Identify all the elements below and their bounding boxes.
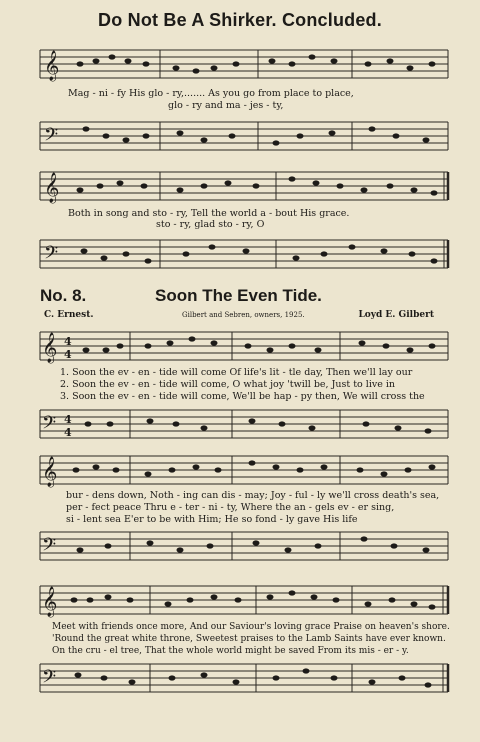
svg-text:𝄢: 𝄢 bbox=[42, 667, 57, 692]
continued-song-title: Do Not Be A Shirker. Concluded. bbox=[98, 10, 382, 30]
verse-3-line-1: 3. Soon the ev - en - tide will come, We'll be hap - py then, We will cross the bbox=[60, 391, 425, 402]
staff-system-1-treble bbox=[0, 44, 480, 84]
verse-2-line-1: 2. Soon the ev - en - tide will come, O what joy 'twill be, Just to live in bbox=[60, 379, 396, 390]
song8-system-3-bass bbox=[0, 658, 480, 698]
lyricist: C. Ernest. bbox=[44, 310, 94, 320]
conclusion-lyric-line-2a: Both in song and sto - ry, Tell the world a - bout His grace. bbox=[68, 208, 350, 219]
song-title: Soon The Even Tide. bbox=[155, 286, 322, 305]
conclusion-lyric-line-1a: Mag - ni - fy His glo - ry,....... As you go from place to place, bbox=[68, 88, 354, 99]
svg-text:𝄞: 𝄞 bbox=[44, 173, 60, 203]
song8-system-2-bass bbox=[0, 526, 480, 566]
song-credits bbox=[44, 310, 434, 324]
staff-system-2-treble bbox=[0, 166, 480, 206]
song8-system-1-bass bbox=[0, 404, 480, 444]
song8-system-1-treble bbox=[0, 326, 480, 366]
svg-text:𝄢: 𝄢 bbox=[44, 125, 59, 150]
verse-2-line-3: 'Round the great white throne, Sweetest praises to the Lamb Saints have ever known. bbox=[52, 634, 446, 644]
svg-text:𝄢: 𝄢 bbox=[42, 535, 57, 560]
verse-1-line-3: Meet with friends once more, And our Saviour's loving grace Praise on heaven's shore. bbox=[52, 622, 450, 632]
song-number: No. 8. bbox=[40, 286, 87, 305]
svg-text:4: 4 bbox=[64, 335, 72, 348]
svg-text:4: 4 bbox=[64, 348, 72, 361]
conclusion-lyric-line-1b: glo - ry and ma - jes - ty, bbox=[168, 100, 284, 111]
verse-1-line-2: bur - dens down, Noth - ing can dis - may; Joy - ful - ly we'll cross death's sea, bbox=[66, 490, 440, 501]
composer: Loyd E. Gilbert bbox=[358, 310, 434, 320]
svg-text:4: 4 bbox=[64, 426, 72, 439]
verse-1-line-1: 1. Soon the ev - en - tide will come Of life's lit - tle day, Then we'll lay our bbox=[60, 367, 413, 378]
staff-system-2-bass bbox=[0, 234, 480, 274]
svg-text:𝄞: 𝄞 bbox=[42, 587, 58, 617]
conclusion-lyric-line-2b: sto - ry, glad sto - ry, O bbox=[156, 219, 265, 230]
svg-text:𝄞: 𝄞 bbox=[44, 51, 60, 81]
verse-3-line-3: On the cru - el tree, That the whole world might be saved From its mis - er - y. bbox=[52, 646, 409, 656]
copyright-notice: Gilbert and Sebren, owners, 1925. bbox=[182, 311, 305, 319]
verse-3-line-2: si - lent sea E'er to be with Him; He so fond - ly gave His life bbox=[66, 514, 358, 525]
svg-text:𝄢: 𝄢 bbox=[44, 243, 59, 268]
staff-system-1-bass bbox=[0, 116, 480, 156]
verse-2-line-2: per - fect peace Thru e - ter - ni - ty, Where the an - gels ev - er sing, bbox=[66, 502, 395, 513]
svg-text:𝄞: 𝄞 bbox=[42, 333, 58, 363]
svg-text:𝄞: 𝄞 bbox=[42, 457, 58, 487]
song8-system-3-treble bbox=[0, 580, 480, 620]
svg-text:4: 4 bbox=[64, 413, 72, 426]
song8-system-2-treble bbox=[0, 450, 480, 490]
svg-text:𝄢: 𝄢 bbox=[42, 413, 57, 438]
